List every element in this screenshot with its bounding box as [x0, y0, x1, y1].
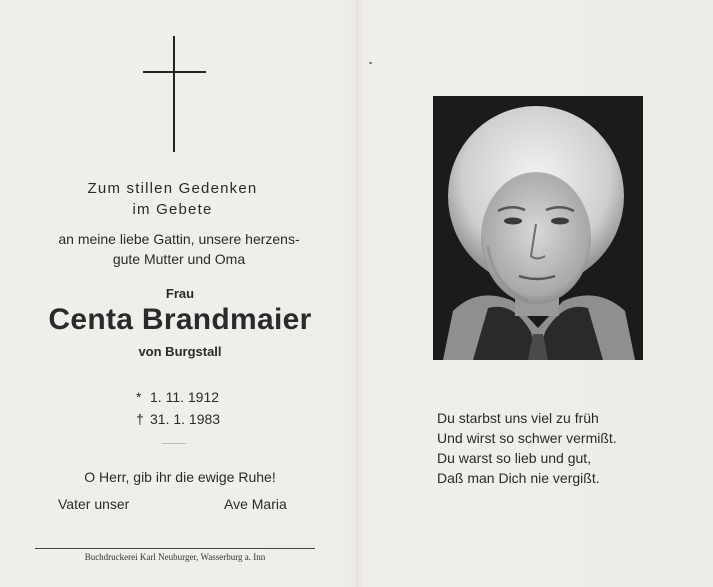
divider-dash: [162, 443, 186, 444]
footer-rule: [35, 548, 315, 549]
gedenken-heading: [60, 178, 285, 220]
death-row: [136, 408, 220, 430]
cross-icon-bar: [143, 71, 206, 73]
poem-line-1: Du starbst uns viel zu früh: [437, 410, 599, 426]
poem-line-2: Und wirst so schwer vermißt.: [437, 430, 617, 446]
card-fold: [358, 0, 360, 587]
deceased-name: Centa Brandmaier: [48, 303, 312, 336]
poem-line-4: Daß man Dich nie vergißt.: [437, 470, 600, 486]
life-dates: [136, 386, 220, 430]
portrait-photo: [433, 96, 643, 360]
dedication-line-2: gute Mutter und Oma: [112, 251, 246, 267]
paper-speck: [369, 62, 372, 64]
dedication-line-1: an meine liebe Gattin, unsere herzens-: [58, 231, 300, 247]
gedenken-line-1: Zum stillen Gedenken: [87, 180, 258, 197]
poem-line-3: Du warst so lieb und gut,: [437, 450, 592, 466]
prayer-line: O Herr, gib ihr die ewige Ruhe!: [84, 469, 276, 485]
prayer-vater-unser: Vater unser: [58, 496, 130, 512]
portrait-image: [433, 96, 643, 360]
poem: [437, 408, 617, 488]
title-frau: Frau: [165, 286, 195, 301]
origin: von Burgstall: [138, 344, 222, 359]
death-date: 31. 1. 1983: [150, 411, 221, 427]
dedication: [45, 229, 313, 269]
death-symbol: †: [136, 411, 144, 427]
printer-credit: Buchdruckerei Karl Neuburger, Wasserburg a. Inn: [84, 552, 266, 562]
birth-date: 1. 11. 1912: [150, 389, 220, 405]
gedenken-line-2: im Gebete: [132, 201, 213, 218]
cross-icon: [173, 36, 175, 152]
prayer-ave-maria: Ave Maria: [224, 496, 287, 512]
birth-row: [136, 386, 220, 408]
birth-symbol: *: [136, 389, 142, 405]
